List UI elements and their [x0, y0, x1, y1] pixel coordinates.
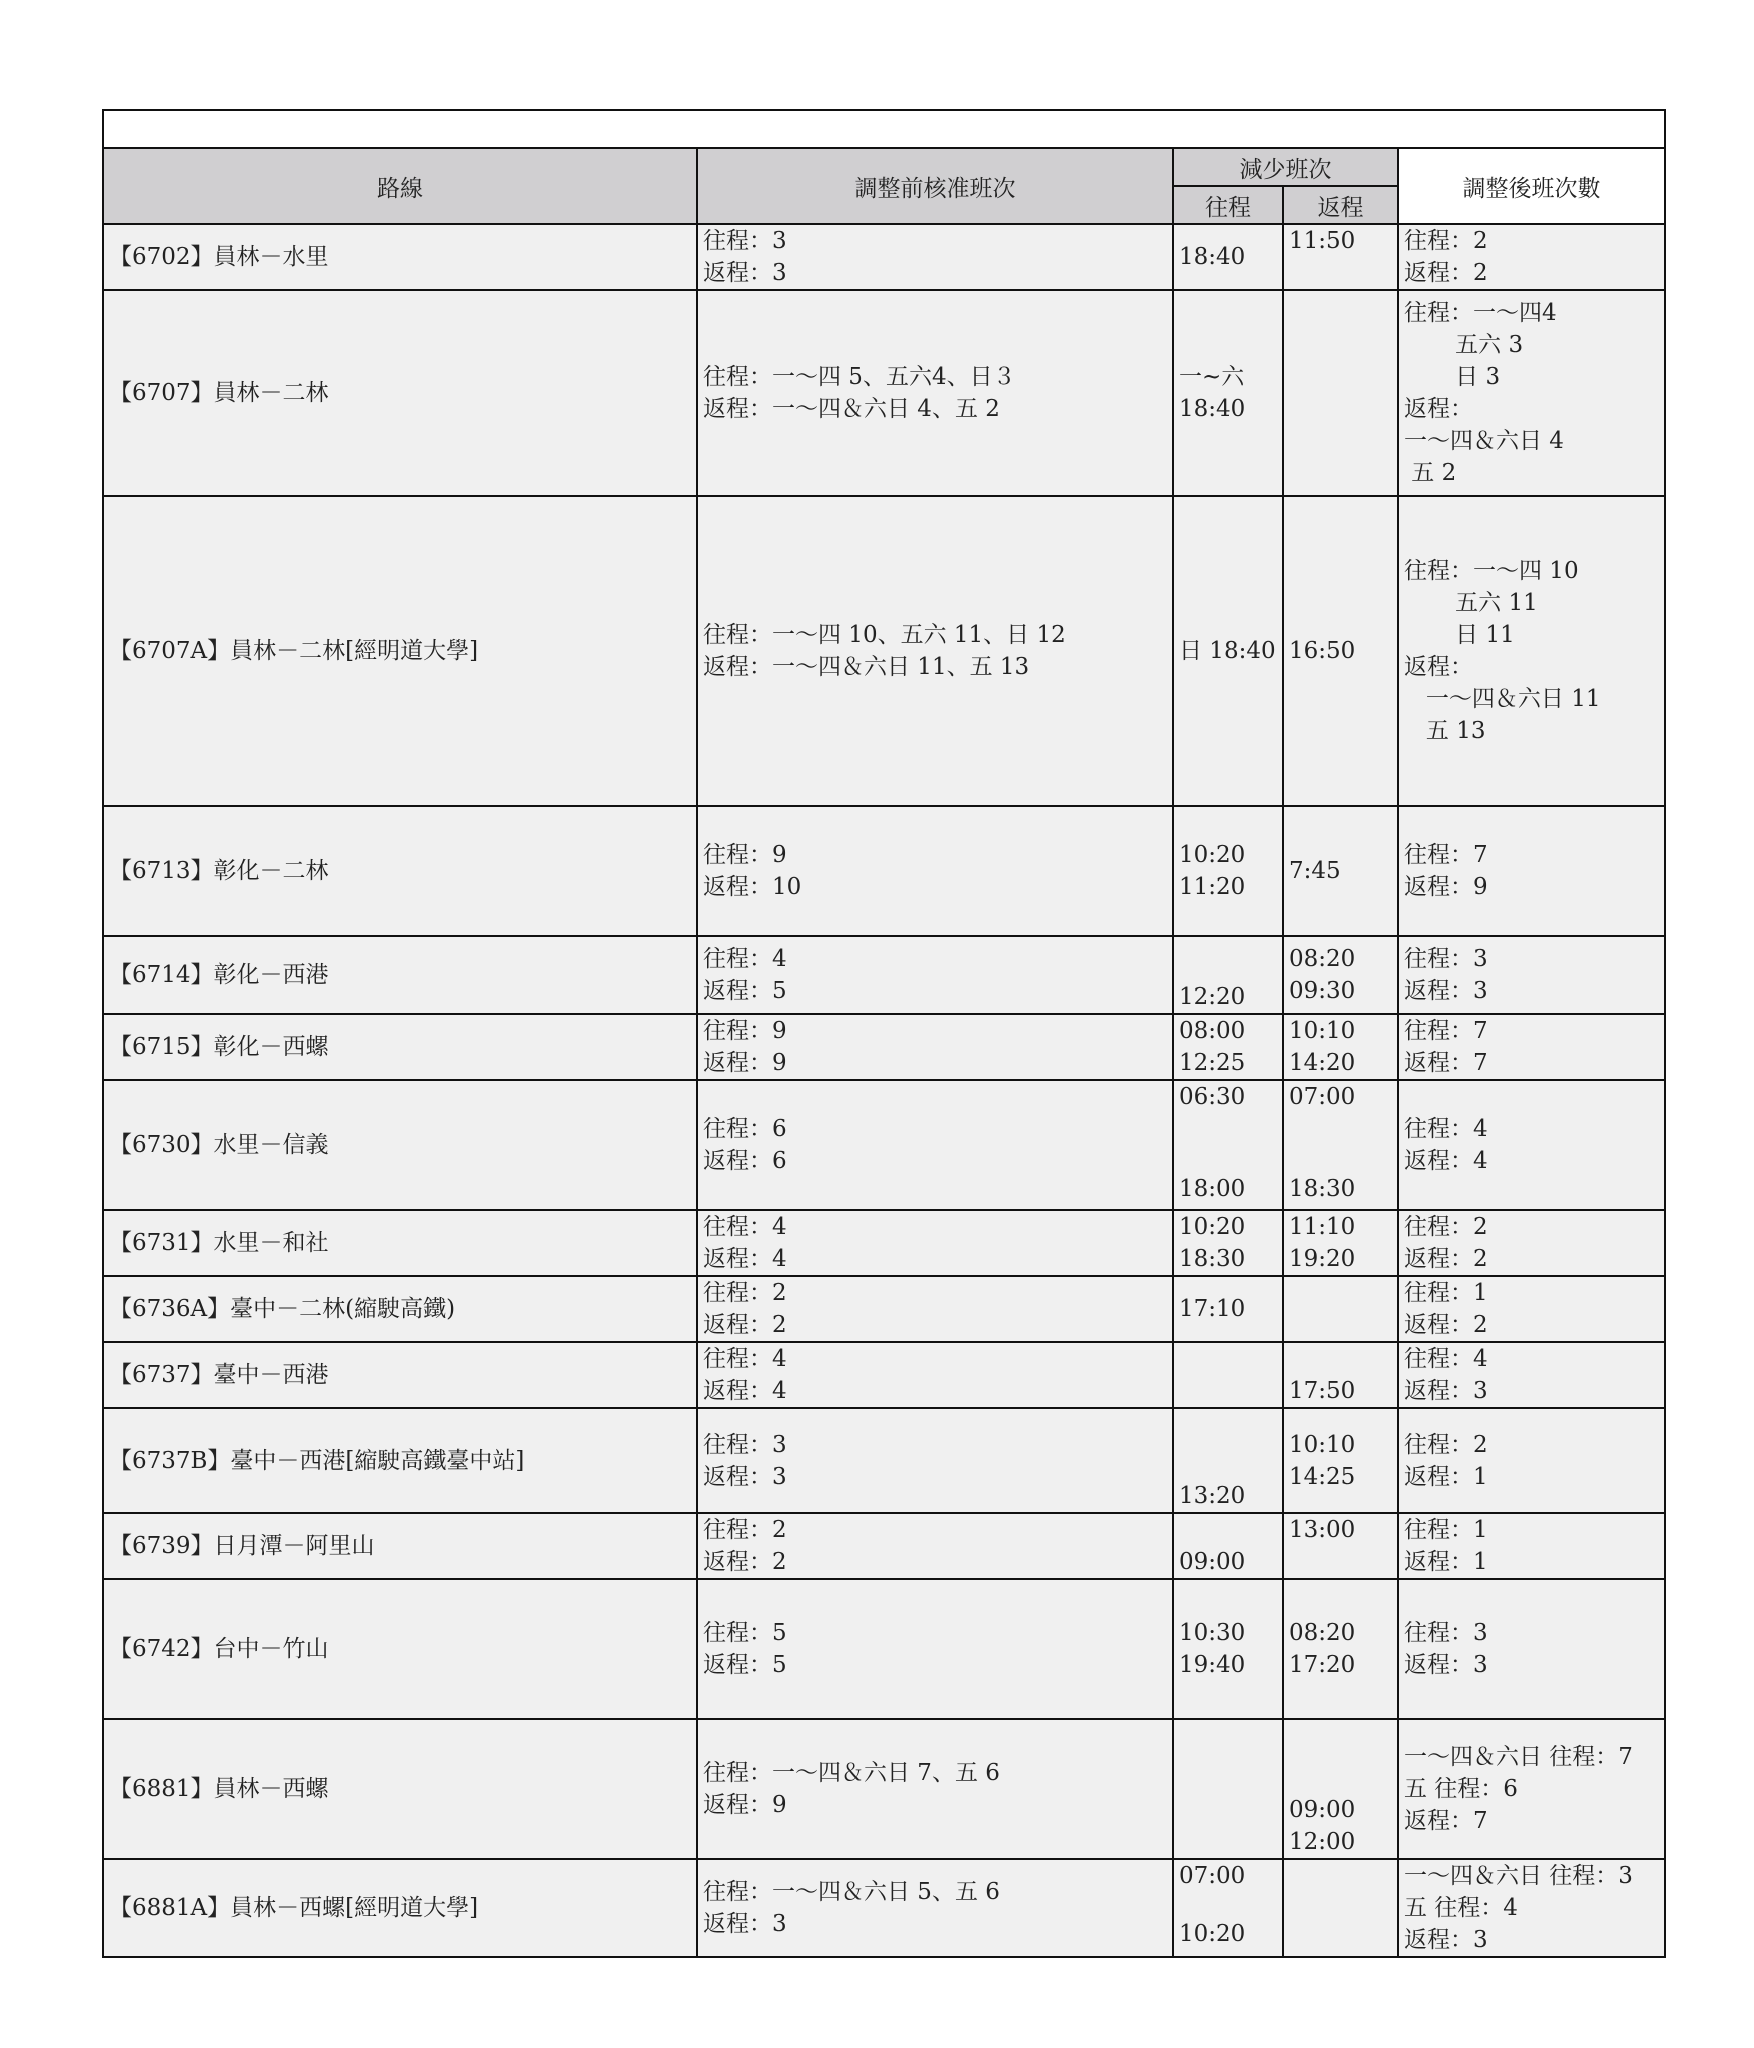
- before-cell-line: 返程：5: [703, 978, 787, 1004]
- reduce-return-cell: [1283, 290, 1398, 496]
- before-cell: [697, 1859, 1173, 1957]
- reduce-outbound-cell-line: 18:40: [1179, 244, 1246, 270]
- after-cell-line: 往程：7: [1404, 1018, 1488, 1044]
- reduce-outbound-cell-line: 10:20: [1179, 1921, 1246, 1947]
- before-cell-line: 往程：6: [703, 1116, 787, 1142]
- reduce-outbound-cell-line: 08:00: [1179, 1018, 1246, 1044]
- route-cell: 【6702】員林－水里: [103, 224, 697, 290]
- reduce-outbound-cell-line: 09:00: [1179, 1549, 1246, 1575]
- reduce-outbound-cell-line: 日 18:40: [1179, 638, 1276, 664]
- before-cell: [697, 1719, 1173, 1859]
- after-cell: [1398, 1579, 1665, 1719]
- schedule-table: [102, 109, 1666, 1958]
- reduce-return-cell-line: 18:30: [1289, 1176, 1356, 1202]
- after-cell: [1398, 1408, 1665, 1513]
- before-cell-line: 往程：5: [703, 1620, 787, 1646]
- table-row: [103, 1859, 1665, 1957]
- reduce-return-cell-line: 10:10: [1289, 1431, 1356, 1458]
- after-cell-line: 返程：3: [1404, 978, 1488, 1004]
- reduce-outbound-cell: [1173, 1513, 1283, 1579]
- after-cell-line: 返程：3: [1404, 1927, 1488, 1953]
- reduce-outbound-cell: [1173, 496, 1283, 806]
- before-cell-line: 返程：2: [703, 1312, 787, 1338]
- after-cell: [1398, 290, 1665, 496]
- after-cell-line: 返程：1: [1404, 1549, 1488, 1575]
- reduce-outbound-cell-line: 10:30: [1179, 1620, 1246, 1646]
- route-cell: 【6737B】臺中－西港[縮駛高鐵臺中站]: [103, 1408, 697, 1513]
- before-cell: [697, 496, 1173, 806]
- after-cell: [1398, 1080, 1665, 1210]
- after-cell-line: 返程：: [1404, 654, 1473, 680]
- table-row: [103, 806, 1665, 936]
- after-cell: [1398, 1513, 1665, 1579]
- route-cell: 【6736A】臺中－二林(縮駛高鐵): [103, 1276, 697, 1342]
- before-cell: [697, 1014, 1173, 1080]
- reduce-return-cell: [1283, 1513, 1398, 1579]
- after-cell: [1398, 1342, 1665, 1408]
- route-cell: 【6881A】員林－西螺[經明道大學]: [103, 1859, 697, 1957]
- before-cell-line: 往程：一～四＆六日 7、五 6: [703, 1760, 1000, 1786]
- reduce-outbound-cell: [1173, 1342, 1283, 1408]
- after-cell-line: 往程：3: [1404, 946, 1488, 972]
- after-cell: [1398, 224, 1665, 290]
- after-cell-line: 返程：3: [1404, 1652, 1488, 1678]
- after-cell-line: 返程：4: [1404, 1148, 1488, 1174]
- reduce-return-cell: [1283, 1276, 1398, 1342]
- reduce-return-cell-line: 17:20: [1289, 1652, 1356, 1678]
- reduce-return-cell-line: 10:10: [1289, 1018, 1356, 1044]
- header-reduce: 減少班次: [1173, 148, 1398, 186]
- table-row: [103, 1210, 1665, 1276]
- reduce-return-cell: [1283, 1579, 1398, 1719]
- after-cell-line: 返程：: [1404, 396, 1473, 422]
- table-row: [103, 1080, 1665, 1210]
- reduce-outbound-cell-line: 07:00: [1179, 1863, 1246, 1889]
- route-cell: 【6739】日月潭－阿里山: [103, 1513, 697, 1579]
- reduce-outbound-cell-line: 一~六: [1179, 364, 1245, 390]
- after-cell-line: 往程：4: [1404, 1346, 1488, 1372]
- after-cell: [1398, 806, 1665, 936]
- reduce-return-cell: [1283, 496, 1398, 806]
- before-cell: [697, 1210, 1173, 1276]
- reduce-return-cell: [1283, 1342, 1398, 1408]
- reduce-outbound-cell: [1173, 1719, 1283, 1859]
- blank-title-row: [103, 110, 1665, 148]
- reduce-outbound-cell-line: 13:20: [1179, 1483, 1246, 1509]
- table-row: [103, 936, 1665, 1014]
- header-before: 調整前核准班次: [697, 148, 1173, 224]
- after-cell-line: 五 往程：4: [1404, 1895, 1518, 1921]
- before-cell-line: 往程：4: [703, 1346, 787, 1372]
- before-cell: [697, 224, 1173, 290]
- header-route: 路線: [103, 148, 697, 224]
- before-cell-line: 往程：4: [703, 946, 787, 972]
- after-cell-line: 返程：9: [1404, 874, 1488, 900]
- route-cell: 【6715】彰化－西螺: [103, 1014, 697, 1080]
- reduce-outbound-cell-line: 12:20: [1179, 984, 1246, 1010]
- reduce-outbound-cell-line: 17:10: [1179, 1296, 1246, 1322]
- reduce-return-cell-line: 13:00: [1289, 1517, 1356, 1543]
- before-cell-line: 返程：9: [703, 1050, 787, 1076]
- reduce-return-cell-line: 16:50: [1289, 638, 1356, 664]
- after-cell: [1398, 496, 1665, 806]
- reduce-outbound-cell: [1173, 806, 1283, 936]
- header-return: 返程: [1283, 186, 1398, 224]
- before-cell-line: 返程：9: [703, 1792, 787, 1818]
- route-cell: 【6742】台中－竹山: [103, 1579, 697, 1719]
- reduce-outbound-cell-line: 12:25: [1179, 1050, 1246, 1076]
- reduce-return-cell-line: 7:45: [1289, 858, 1341, 884]
- table-row: [103, 224, 1665, 290]
- route-cell: 【6707】員林－二林: [103, 290, 697, 496]
- header-after: 調整後班次數: [1398, 148, 1665, 224]
- before-cell-line: 往程：3: [703, 228, 787, 254]
- reduce-outbound-cell-line: 11:20: [1179, 874, 1246, 900]
- table-row: [103, 1719, 1665, 1859]
- after-cell-line: 五 往程：6: [1404, 1776, 1518, 1802]
- before-cell: [697, 1513, 1173, 1579]
- before-cell-line: 往程：9: [703, 1018, 787, 1044]
- before-cell-line: 往程：一～四 5、五六4、日３: [703, 364, 1016, 390]
- table-row: [103, 496, 1665, 806]
- after-cell-line: 往程：2: [1404, 1431, 1488, 1458]
- table-body: [103, 224, 1665, 1957]
- reduce-outbound-cell: [1173, 1080, 1283, 1210]
- table-row: [103, 1342, 1665, 1408]
- before-cell-line: 返程：4: [703, 1378, 787, 1404]
- after-cell-line: 一～四＆六日 往程：3: [1404, 1863, 1633, 1889]
- reduce-return-cell-line: 09:00: [1289, 1797, 1356, 1823]
- reduce-return-cell: [1283, 1080, 1398, 1210]
- reduce-return-cell: [1283, 1859, 1398, 1957]
- before-cell-line: 返程：10: [703, 874, 802, 900]
- reduce-outbound-cell: [1173, 936, 1283, 1014]
- before-cell: [697, 1342, 1173, 1408]
- after-cell-line: 往程：7: [1404, 842, 1488, 868]
- header-outbound: 往程: [1173, 186, 1283, 224]
- table-row: [103, 1579, 1665, 1719]
- before-cell-line: 返程：一～四＆六日 11、五 13: [703, 654, 1030, 680]
- before-cell-line: 返程：5: [703, 1652, 787, 1678]
- reduce-outbound-cell-line: 10:20: [1179, 842, 1246, 868]
- after-cell-line: 往程：一～四4: [1404, 300, 1557, 326]
- reduce-outbound-cell: [1173, 1276, 1283, 1342]
- reduce-outbound-cell: [1173, 1408, 1283, 1513]
- reduce-return-cell-line: 17:50: [1289, 1378, 1356, 1404]
- before-cell: [697, 290, 1173, 496]
- before-cell-line: 往程：2: [703, 1517, 787, 1543]
- after-cell-line: 五 13: [1404, 718, 1486, 744]
- before-cell-line: 往程：一～四＆六日 5、五 6: [703, 1879, 1000, 1905]
- reduce-return-cell: [1283, 1719, 1398, 1859]
- before-cell-line: 往程：一～四 10、五六 11、日 12: [703, 622, 1066, 648]
- reduce-outbound-cell: [1173, 1014, 1283, 1080]
- reduce-return-cell-line: 14:25: [1289, 1463, 1356, 1490]
- before-cell: [697, 1408, 1173, 1513]
- after-cell-line: 五 2: [1404, 460, 1457, 486]
- after-cell: [1398, 1859, 1665, 1957]
- after-cell-line: 五六 3: [1404, 332, 1524, 358]
- before-cell-line: 往程：2: [703, 1280, 787, 1306]
- route-cell: 【6713】彰化－二林: [103, 806, 697, 936]
- table-row: [103, 1014, 1665, 1080]
- before-cell-line: 返程：6: [703, 1148, 787, 1174]
- reduce-outbound-cell-line: 18:40: [1179, 396, 1246, 422]
- reduce-outbound-cell-line: 18:30: [1179, 1246, 1246, 1272]
- after-cell-line: 返程：2: [1404, 260, 1488, 286]
- before-cell-line: 返程：3: [703, 1463, 787, 1490]
- reduce-return-cell: [1283, 224, 1398, 290]
- reduce-return-cell: [1283, 806, 1398, 936]
- before-cell: [697, 1276, 1173, 1342]
- reduce-return-cell: [1283, 1408, 1398, 1513]
- before-cell-line: 往程：4: [703, 1214, 787, 1240]
- before-cell-line: 往程：3: [703, 1431, 787, 1458]
- before-cell-line: 返程：3: [703, 260, 787, 286]
- reduce-return-cell-line: 07:00: [1289, 1084, 1356, 1110]
- reduce-return-cell: [1283, 1210, 1398, 1276]
- reduce-return-cell-line: 08:20: [1289, 1620, 1356, 1646]
- reduce-outbound-cell-line: 06:30: [1179, 1084, 1246, 1110]
- reduce-outbound-cell: [1173, 1579, 1283, 1719]
- route-cell: 【6737】臺中－西港: [103, 1342, 697, 1408]
- reduce-return-cell-line: 11:50: [1289, 228, 1356, 254]
- after-cell-line: 日 3: [1404, 364, 1501, 390]
- after-cell-line: 返程：3: [1404, 1378, 1488, 1404]
- after-cell-line: 返程：1: [1404, 1463, 1488, 1490]
- reduce-outbound-cell: [1173, 1210, 1283, 1276]
- reduce-outbound-cell-line: 19:40: [1179, 1652, 1246, 1678]
- after-cell-line: 往程：1: [1404, 1280, 1488, 1306]
- before-cell-line: 往程：9: [703, 842, 787, 868]
- before-cell: [697, 806, 1173, 936]
- after-cell-line: 往程：3: [1404, 1620, 1488, 1646]
- after-cell: [1398, 1276, 1665, 1342]
- before-cell: [697, 1080, 1173, 1210]
- reduce-outbound-cell: [1173, 224, 1283, 290]
- after-cell: [1398, 936, 1665, 1014]
- after-cell-line: 往程：1: [1404, 1517, 1488, 1543]
- after-cell-line: 往程：一～四 10: [1404, 558, 1579, 584]
- route-cell: 【6731】水里－和社: [103, 1210, 697, 1276]
- table-row: [103, 290, 1665, 496]
- after-cell-line: 一～四＆六日 11: [1404, 686, 1601, 712]
- reduce-return-cell-line: 12:00: [1289, 1829, 1356, 1855]
- table-row: [103, 1276, 1665, 1342]
- after-cell-line: 一～四＆六日 往程：7: [1404, 1744, 1633, 1770]
- reduce-outbound-cell: [1173, 290, 1283, 496]
- after-cell-line: 五六 11: [1404, 590, 1538, 616]
- reduce-outbound-cell-line: 10:20: [1179, 1214, 1246, 1240]
- after-cell: [1398, 1210, 1665, 1276]
- after-cell-line: 返程：2: [1404, 1246, 1488, 1272]
- reduce-return-cell-line: 19:20: [1289, 1246, 1356, 1272]
- before-cell-line: 返程：3: [703, 1911, 787, 1937]
- reduce-outbound-cell-line: 18:00: [1179, 1176, 1246, 1202]
- reduce-return-cell-line: 09:30: [1289, 978, 1356, 1004]
- table-row: [103, 1513, 1665, 1579]
- route-cell: 【6714】彰化－西港: [103, 936, 697, 1014]
- table-row: [103, 1408, 1665, 1513]
- after-cell-line: 返程：7: [1404, 1808, 1488, 1834]
- before-cell-line: 返程：4: [703, 1246, 787, 1272]
- route-cell: 【6881】員林－西螺: [103, 1719, 697, 1859]
- reduce-outbound-cell: [1173, 1859, 1283, 1957]
- before-cell-line: 返程：2: [703, 1549, 787, 1575]
- before-cell: [697, 936, 1173, 1014]
- after-cell-line: 往程：2: [1404, 1214, 1488, 1240]
- route-cell: 【6730】水里－信義: [103, 1080, 697, 1210]
- before-cell: [697, 1579, 1173, 1719]
- after-cell-line: 日 11: [1404, 622, 1515, 648]
- reduce-return-cell-line: 11:10: [1289, 1214, 1356, 1240]
- after-cell-line: 返程：2: [1404, 1312, 1488, 1338]
- reduce-return-cell: [1283, 1014, 1398, 1080]
- reduce-return-cell-line: 14:20: [1289, 1050, 1356, 1076]
- after-cell-line: 往程：4: [1404, 1116, 1488, 1142]
- reduce-return-cell: [1283, 936, 1398, 1014]
- before-cell-line: 返程：一～四＆六日 4、五 2: [703, 396, 1000, 422]
- after-cell-line: 往程：2: [1404, 228, 1488, 254]
- after-cell: [1398, 1014, 1665, 1080]
- header-row: [103, 148, 1665, 186]
- after-cell-line: 一～四＆六日 4: [1404, 428, 1564, 454]
- after-cell-line: 返程：7: [1404, 1050, 1488, 1076]
- after-cell: [1398, 1719, 1665, 1859]
- route-cell: 【6707A】員林－二林[經明道大學]: [103, 496, 697, 806]
- reduce-return-cell-line: 08:20: [1289, 946, 1356, 972]
